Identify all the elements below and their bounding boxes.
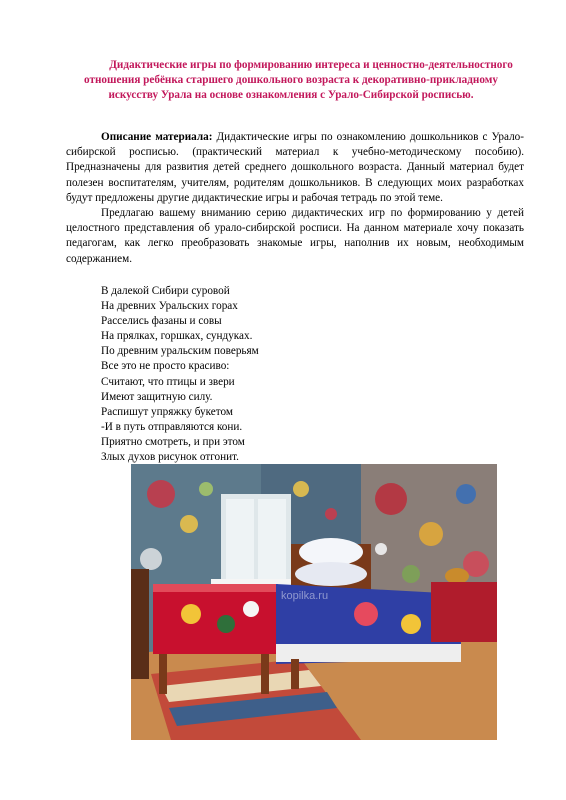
description-paragraph bbox=[66, 130, 524, 206]
red-lace-stand bbox=[431, 582, 497, 642]
poem bbox=[101, 284, 259, 465]
document-title bbox=[66, 58, 516, 102]
description-label: Описание материала: bbox=[101, 131, 213, 143]
description-text: Дидактические игры по ознакомлению дошкольников с Урало-сибирской росписью. (практический материал к учебно-методическому пособию). Предназначены для развития детей среднего дошкольного возраста. Данный материал будет полезен воспитателям, учителям, родителям дошкольников. В следующих моих разработках будут предложены другие дидактические игры и рабочая тетрадь по этой теме. bbox=[66, 131, 524, 204]
copper-vase bbox=[445, 568, 469, 584]
chair bbox=[131, 569, 149, 679]
poem-line: Считают, что птицы и звери bbox=[101, 375, 235, 388]
poem-line: Распишут упряжку букетом bbox=[101, 405, 233, 418]
document-body bbox=[66, 130, 524, 267]
room-photo bbox=[131, 464, 497, 740]
intro-paragraph: Предлагаю вашему вниманию серию дидактических игр по формированию у детей целостного представления об урало-сибирской росписи. На данном материале хочу показать педагогам, как легко преобразовать знакомые игры, наполнив их новым, необходимым содержанием. bbox=[66, 207, 524, 265]
poem-line: Имеют защитную силу. bbox=[101, 390, 213, 403]
poem-line: На древних Уральских горах bbox=[101, 300, 238, 313]
poem-line: Злых духов рисунок отгонит. bbox=[101, 451, 239, 464]
watermark: kopilka.ru bbox=[281, 590, 329, 602]
poem-line: -И в путь отправляются кони. bbox=[101, 420, 243, 433]
poem-line: По древним уральским поверьям bbox=[101, 345, 259, 358]
poem-line: Все это не просто красиво: bbox=[101, 360, 230, 373]
room-photo-illustration bbox=[131, 464, 497, 740]
title-text: Дидактические игры по формированию интереса и ценностно-деятельностного отношения ребёнка старшего дошкольного возраста к декоративно-прикладному искусству Урала на основе ознакомления с Урало-Сибирской росписью. bbox=[84, 59, 513, 101]
poem-line: Расселись фазаны и совы bbox=[101, 315, 222, 328]
poem-line: Приятно смотреть, и при этом bbox=[101, 435, 245, 448]
poem-line: В далекой Сибири суровой bbox=[101, 285, 230, 297]
poem-line: На прялках, горшках, сундуках. bbox=[101, 330, 253, 343]
